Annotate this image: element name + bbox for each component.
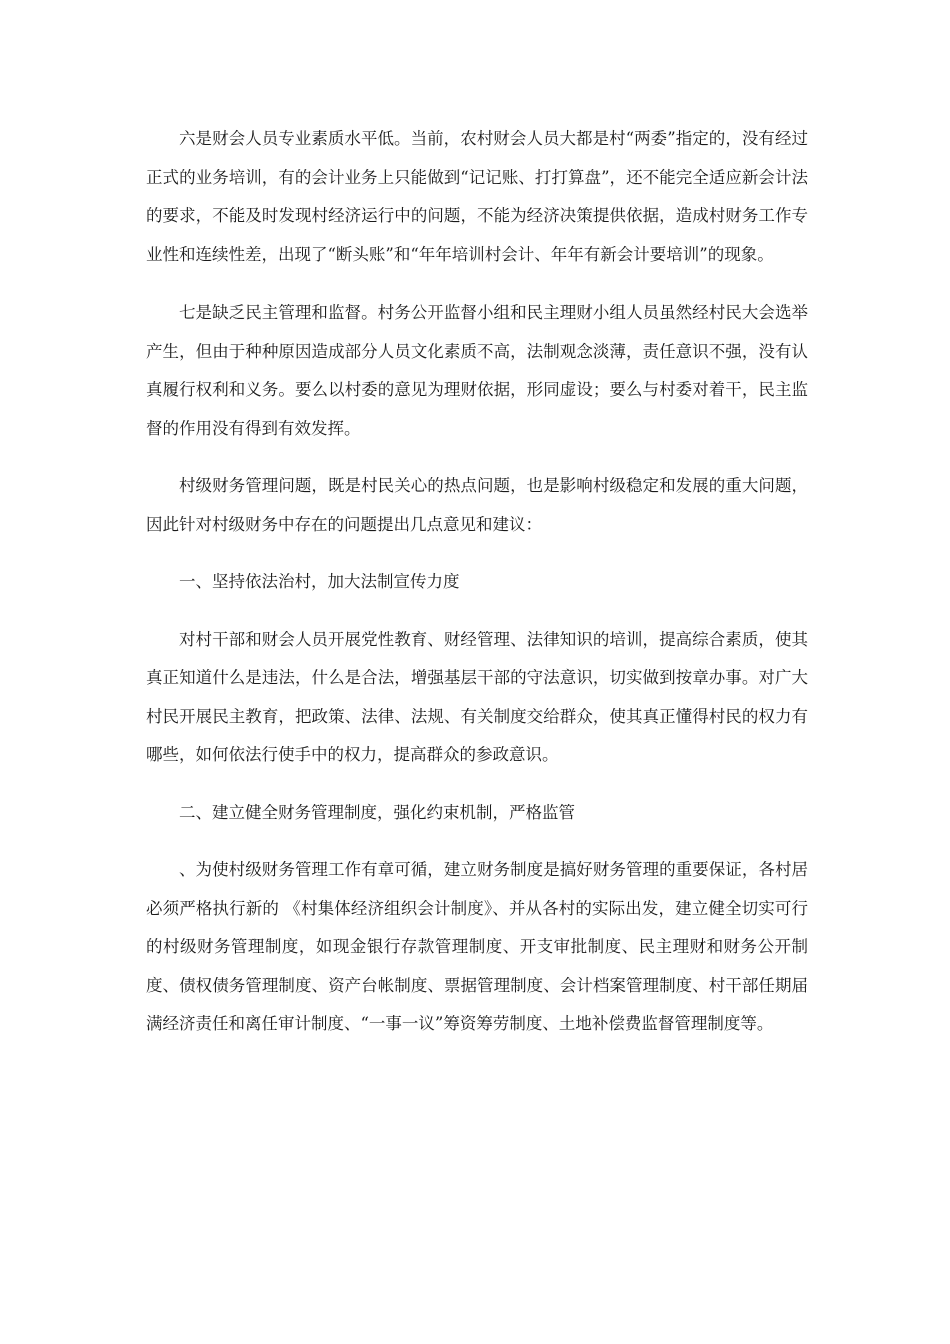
paragraph-item-six: 六是财会人员专业素质水平低。当前，农村财会人员大都是村“两委”指定的，没有经过正式的业务培训，有的会计业务上只能做到“记记账、打打算盘”，还不能完全适应新会计法的要求，不能及时发现村经济运行中的问题，不能为经济决策提供依据，造成村财务工作专业性和连续性差，出现了“断头账”和“年年培训村会计、年年有新会计要培训”的现象。 — [146, 129, 808, 264]
paragraph-summary: 村级财务管理问题，既是村民关心的热点问题，也是影响村级稳定和发展的重大问题，因此针对村级财务中存在的问题提出几点意见和建议： — [146, 476, 808, 534]
paragraph-section-one-body: 对村干部和财会人员开展党性教育、财经管理、法律知识的培训，提高综合素质，使其真正知道什么是违法，什么是合法，增强基层干部的守法意识，切实做到按章办事。对广大村民开展民主教育，把政策、法律、法规、有关制度交给群众，使其真正懂得村民的权力有哪些，如何依法行使手中的权力，提高群众的参政意识。 — [146, 629, 808, 764]
document-page — [146, 120, 808, 1044]
paragraph-section-two-body: 、为使村级财务管理工作有章可循，建立财务制度是搞好财务管理的重要保证，各村居必须严格执行新的 《村集体经济组织会计制度》、并从各村的实际出发，建立健全切实可行的村级财务管理制度，如现金银行存款管理制度、开支审批制度、民主理财和财务公开制度、债权债务管理制度、资产台帐制度、票据管理制度、会计档案管理制度、村干部任期届满经济责任和离任审计制度、“一事一议”筹资筹劳制度、土地补偿费监督管理制度等。 — [146, 860, 808, 1033]
paragraph-item-seven: 七是缺乏民主管理和监督。村务公开监督小组和民主理财小组人员虽然经村民大会选举产生，但由于种种原因造成部分人员文化素质不高，法制观念淡薄，责任意识不强，没有认真履行权利和义务。要么以村委的意见为理财依据，形同虚设；要么与村委对着干，民主监督的作用没有得到有效发挥。 — [146, 303, 808, 438]
section-heading-two: 二、建立健全财务管理制度，强化约束机制，严格监管 — [179, 802, 575, 822]
section-heading-one: 一、坚持依法治村，加大法制宣传力度 — [179, 572, 460, 591]
